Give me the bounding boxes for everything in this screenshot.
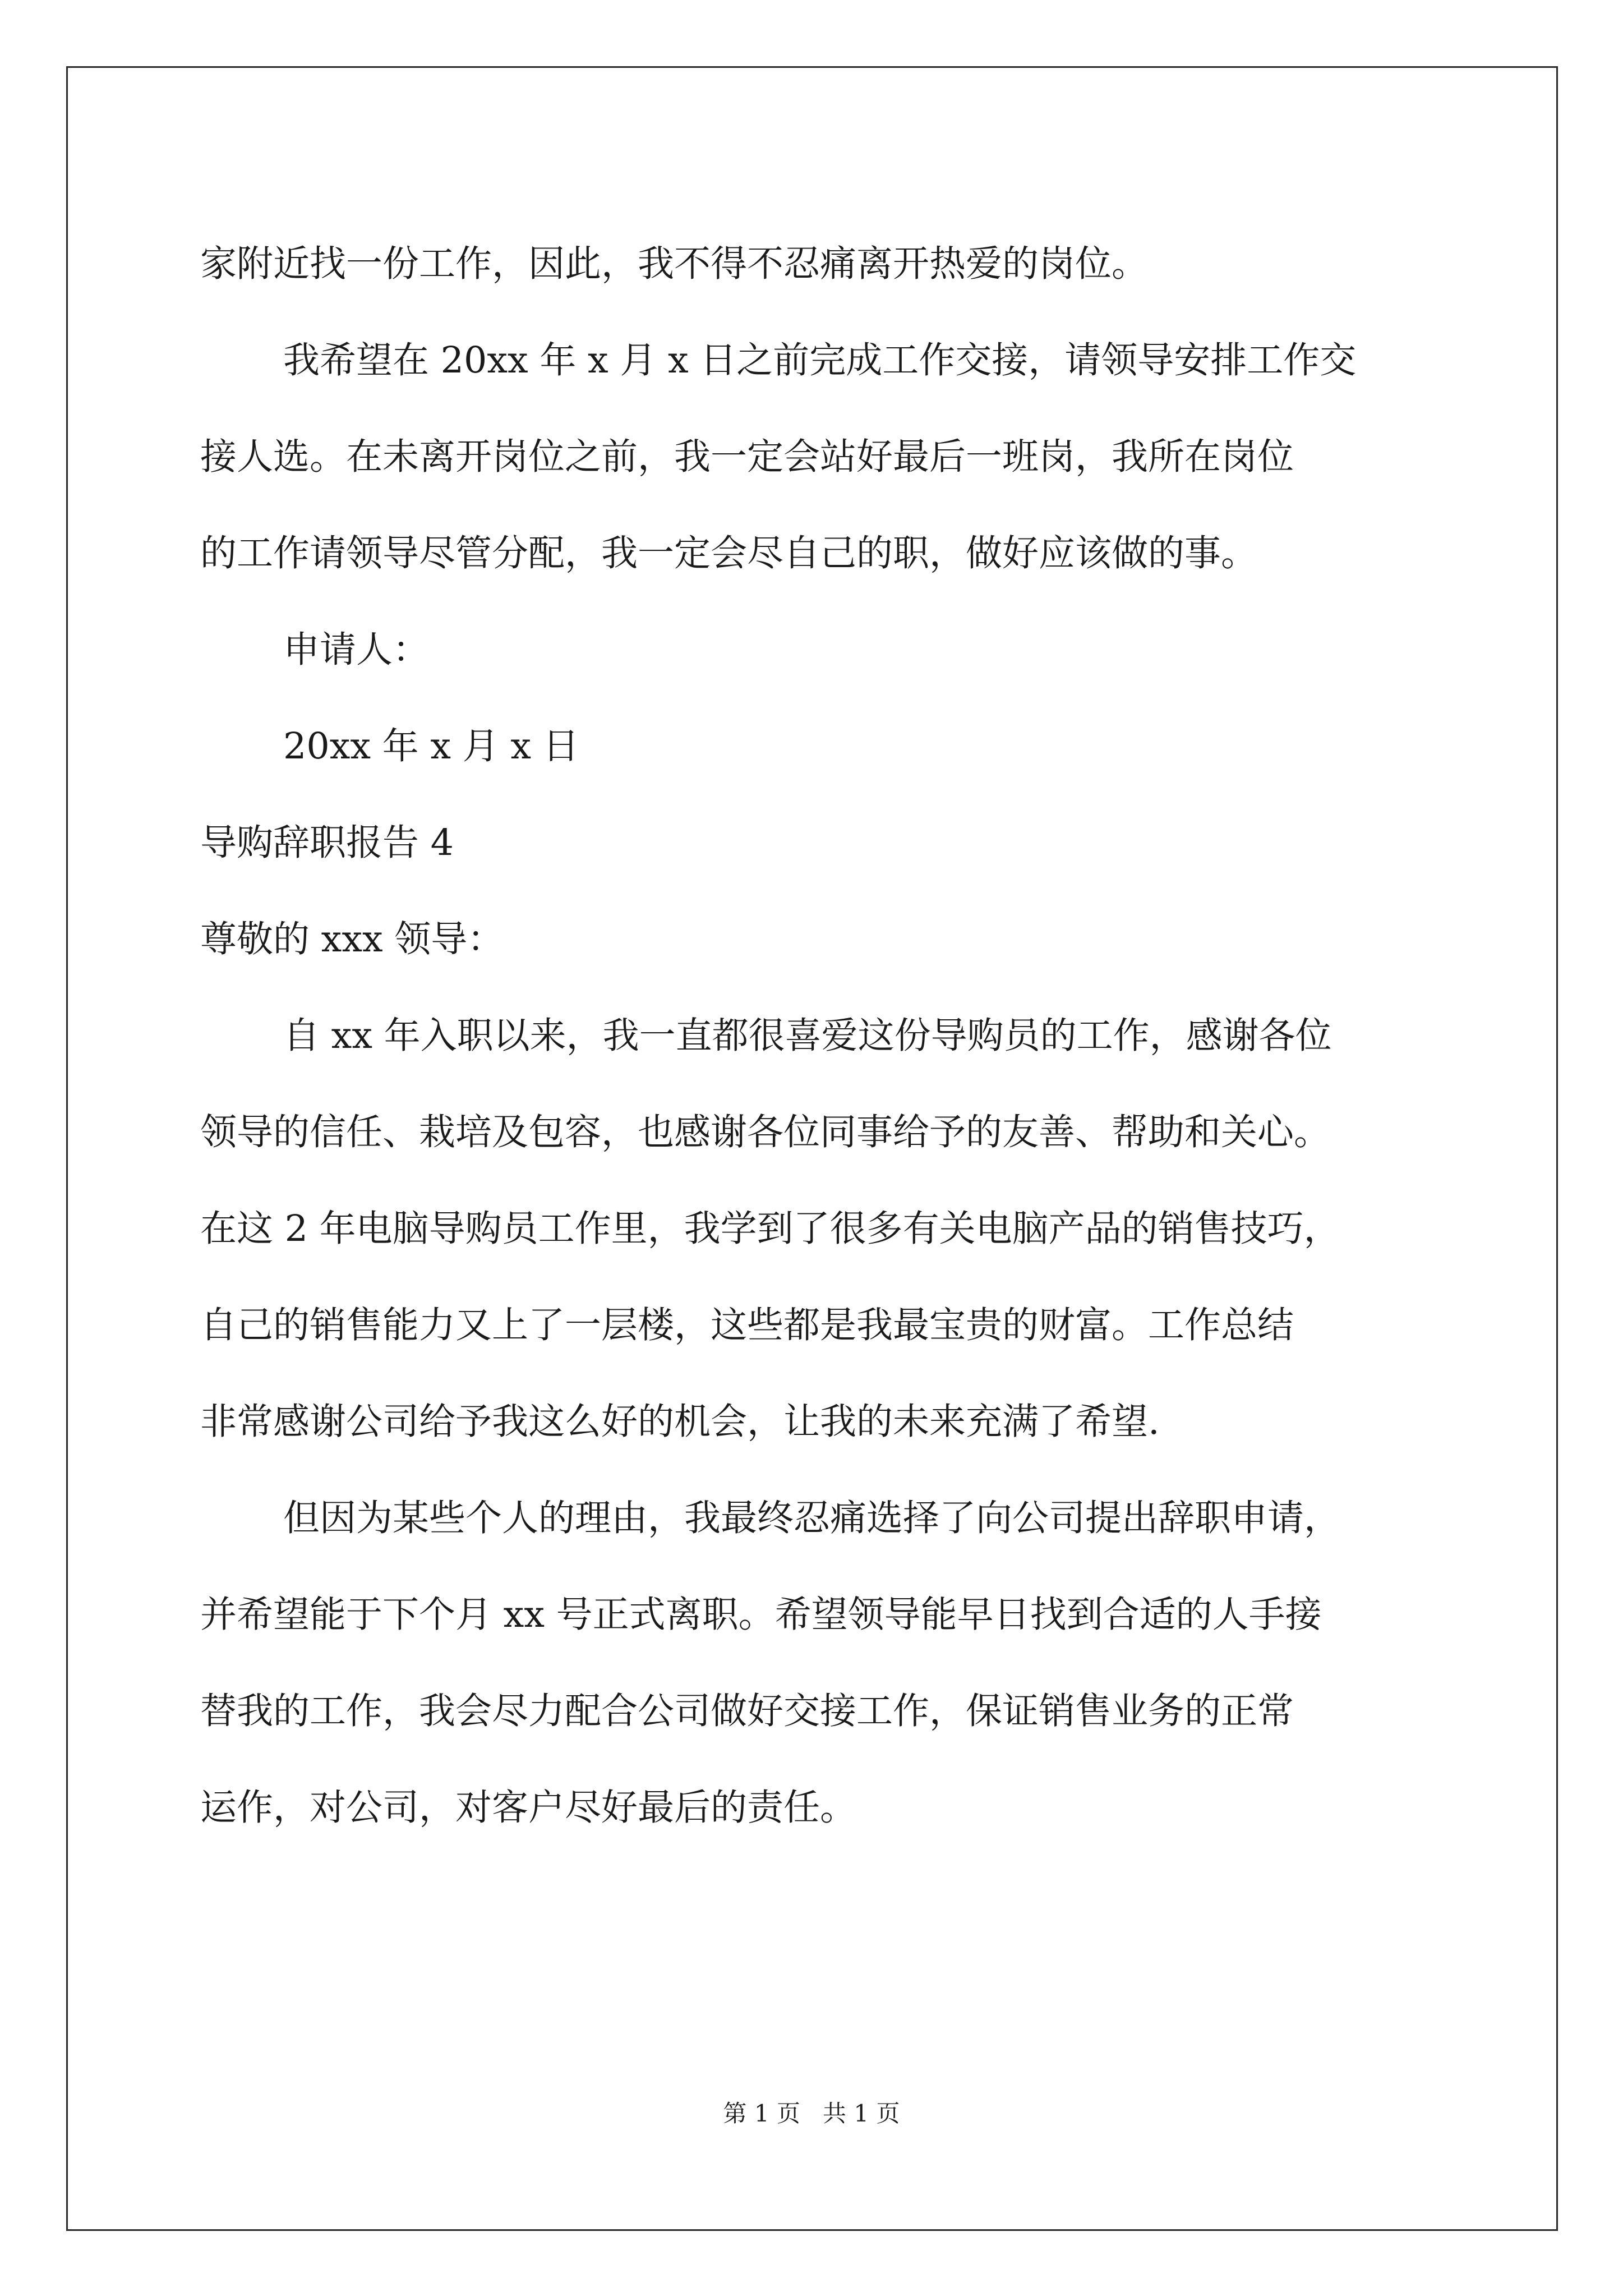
text-line-14: 但因为某些个人的理由，我最终忍痛选择了向公司提出辞职申请，	[283, 1497, 1341, 1539]
text-line-13: 非常感谢公司给予我这么好的机会，让我的未来充满了希望.	[200, 1401, 1160, 1443]
text-line-1: 家附近找一份工作，因此，我不得不忍痛离开热爱的岗位。	[200, 243, 1149, 285]
document-body	[200, 216, 1428, 1856]
page-footer	[0, 2097, 1623, 2131]
section-title: 导购辞职报告 4	[200, 822, 454, 864]
text-line-17: 运作，对公司，对客户尽好最后的责任。	[200, 1787, 857, 1829]
text-line-12: 自己的销售能力又上了一层楼，这些都是我最宝贵的财富。工作总结	[200, 1304, 1294, 1346]
salutation: 尊敬的 xxx 领导：	[200, 918, 504, 960]
text-line-2: 我希望在 20xx 年 x 月 x 日之前完成工作交接，请领导安排工作交	[283, 339, 1357, 381]
page-total: 共 1 页	[823, 2100, 900, 2127]
text-line-9: 自 xx 年入职以来，我一直都很喜爱这份导购员的工作，感谢各位	[283, 1015, 1332, 1057]
text-line-10: 领导的信任、栽培及包容，也感谢各位同事给予的友善、帮助和关心。	[200, 1111, 1331, 1153]
page-number: 第 1 页	[723, 2100, 800, 2127]
text-line-4: 的工作请领导尽管分配，我一定会尽自己的职，做好应该做的事。	[200, 532, 1258, 574]
text-line-3: 接人选。在未离开岗位之前，我一定会站好最后一班岗，我所在岗位	[200, 436, 1294, 478]
text-line-16: 替我的工作，我会尽力配合公司做好交接工作，保证销售业务的正常	[200, 1690, 1294, 1732]
applicant-label: 申请人：	[283, 629, 430, 671]
text-line-11: 在这 2 年电脑导购员工作里，我学到了很多有关电脑产品的销售技巧，	[200, 1208, 1340, 1250]
date-line: 20xx 年 x 月 x 日	[283, 725, 579, 767]
text-line-15: 并希望能于下个月 xx 号正式离职。希望领导能早日找到合适的人手接	[200, 1594, 1322, 1636]
